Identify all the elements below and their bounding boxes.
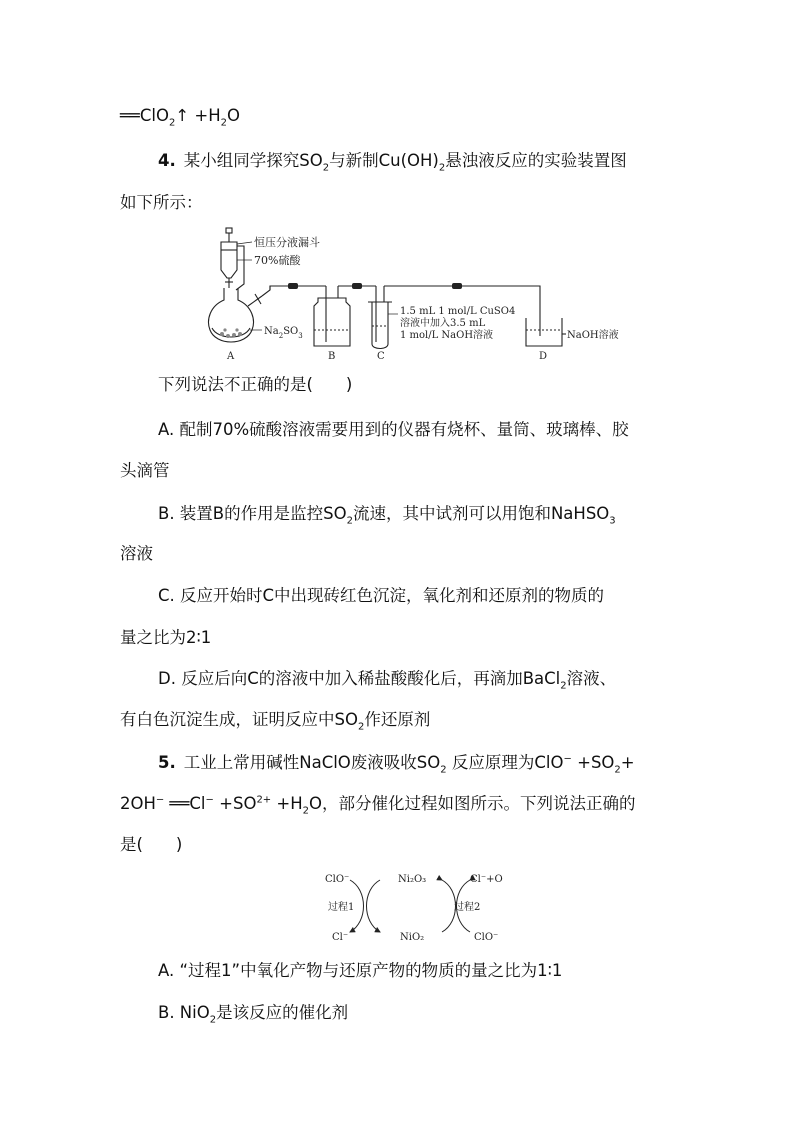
cl-o-label: Cl⁻+O — [470, 874, 503, 885]
reagent-c-label-2: 溶液中加入3.5 mL — [400, 318, 486, 329]
catalytic-cycle-figure — [320, 866, 520, 946]
option-4b: B. 装置B的作用是监控$SO_2$流速，其中试剂可以用饱和NaHSO$_3$ — [158, 504, 616, 527]
ni2o3-label: Ni₂O₃ — [398, 874, 427, 885]
option-4c-cont: 量之比为2∶1 — [120, 628, 212, 647]
naoh-label: NaOH溶液 — [567, 330, 619, 341]
question-4-stem: 4. 某小组同学探究$SO_2$与新制$Cu(OH)_2$悬浊液反应的实验装置图 — [158, 151, 627, 174]
option-5a: A. “过程1”中氧化产物与还原产物的物质的量之比为1∶1 — [158, 961, 563, 980]
cl-bottom-left: Cl⁻ — [332, 932, 349, 943]
question-4-ask: 下列说法不正确的是( ) — [158, 375, 353, 394]
acid-label: 70%硫酸 — [254, 254, 301, 267]
process-1-label: 过程1 — [328, 902, 355, 913]
process-2-label: 过程2 — [454, 902, 481, 913]
option-4d: D. 反应后向C的溶液中加入稀盐酸酸化后，再滴加BaCl$_2$溶液、 — [158, 669, 617, 692]
option-4c: C. 反应开始时C中出现砖红色沉淀，氧化剂和还原剂的物质的 — [158, 586, 605, 605]
option-4d-cont: 有白色沉淀生成，证明反应中$SO_2$作还原剂 — [120, 710, 431, 733]
option-5b: B. NiO$_2$是该反应的催化剂 — [158, 1003, 349, 1026]
funnel-label: 恒压分液漏斗 — [254, 236, 320, 249]
label-d: D — [539, 351, 548, 362]
apparatus-figure — [200, 226, 640, 364]
label-c: C — [377, 351, 385, 362]
label-a: A — [227, 351, 235, 362]
nio2-label: NiO₂ — [400, 932, 425, 943]
option-4a-cont: 头滴管 — [120, 461, 170, 480]
question-number: 4. — [158, 151, 176, 170]
reagent-c-label-1: 1.5 mL 1 mol/L CuSO4 — [400, 306, 516, 317]
question-5-stem-cont: 2OH− ══Cl− $+SO^{2+} +H_2O$，部分催化过程如图所示。下列说法正确的 — [120, 794, 636, 817]
option-4b-cont: 溶液 — [120, 544, 153, 563]
clo-bottom-right: ClO⁻ — [474, 932, 499, 943]
question-5-stem: 5. 工业上常用碱性NaClO废液吸收$SO_2$ 反应原理为$ClO^- +SO_2+$ — [158, 753, 635, 776]
label-b: B — [328, 351, 336, 362]
question-4-stem-cont: 如下所示： — [120, 193, 203, 212]
na2so3-label: $Na_2SO_3$ — [264, 326, 303, 340]
equation-continuation: ══ClO$_2$↑ $+H_2O$ — [120, 106, 241, 129]
question-5-stem-end: 是( ) — [120, 835, 183, 854]
reagent-c-label-3: 1 mol/L NaOH溶液 — [400, 330, 494, 341]
option-4a: A. 配制70%硫酸溶液需要用到的仪器有烧杯、量筒、玻璃棒、胶 — [158, 420, 629, 439]
question-number: 5. — [158, 753, 176, 772]
clo-top-left: ClO⁻ — [325, 874, 350, 885]
